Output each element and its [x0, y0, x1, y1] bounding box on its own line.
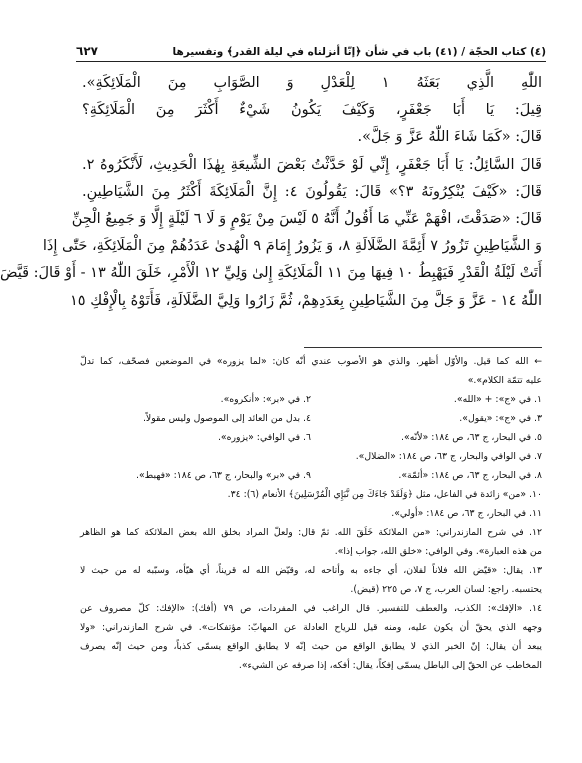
footnote: ٩. في «بر» والبحار، ج ٦٣، ص ١٨٤: «فهبط». — [136, 470, 311, 481]
footnote-divider — [304, 347, 542, 348]
footnote-line: وجهه الذي يحقّ أن يكون عليه، ومنه قيل للرياح العادلة عن المهابّ: مؤتفكات». في شرح المازندراني: «ولا — [80, 622, 542, 633]
footnote: ١٢. في شرح المازندراني: «من الملائكة خَلَقَ الله. ثمّ قال: ولعلّ المراد بخلق الله بعض الملائكة كما هو الظاهر — [80, 527, 542, 538]
footnote: ٢. في «بر»: «أنكروه». — [220, 394, 311, 405]
footnote: ٥. في البحار، ج ٦٣، ص ١٨٤: «لأنّه». — [401, 432, 542, 443]
footnote: ٨. في البحار، ج ٦٣، ص ١٨٤: «أئمّة». — [398, 470, 542, 481]
footnote-line: عليه تتمّة الكلام».» — [467, 375, 542, 386]
footnote-line: يحتسبه. راجع: لسان العرب، ج ٧، ص ٢٢٥ (قيض). — [350, 584, 542, 595]
text-line: قَالَ: «كَمَا شَاءَ اللّٰهُ عَزَّ وَ جَلَّ». — [357, 129, 542, 146]
text-line: اللّٰهُ ١٤ - عَزَّ وَ جَلَّ مِنَ الشَّيَاطِينِ بِعَدَدِهِمْ، ثُمَّ زَارُوا وَلِيَّ الضَّلَالَةِ، فَأَتَوْهُ بِالْإِفْكِ ١٥ — [70, 292, 542, 309]
page-number: ٦٢٧ — [76, 44, 98, 58]
footnote-line: المخاطب عن الحقّ إلى الباطل يسمّى إفكاً، يقال: أفكه، إذا صرفه عن الشيء». — [238, 660, 542, 671]
footnote: ١٠. «من» زائدة في الفاعل، مثل ﴿وَلَقَدْ جَاءَكَ مِن نَّبَإِي الْمُرْسَلِينَ﴾ الأنعام (٦): ٣٤. — [227, 489, 542, 500]
footnote-pair — [80, 390, 542, 409]
running-header — [76, 40, 546, 62]
footnote: ٦. في الوافي: «يزوره». — [217, 432, 311, 443]
footnotes — [80, 352, 542, 675]
hadith-text — [0, 70, 542, 315]
footnote-pair — [80, 428, 542, 447]
text-line: قَالَ: «كَيْفَ يُنْكِرُونَهُ ٣؟» قَالَ: يَقُولُونَ ٤: إِنَّ الْمَلَائِكَةَ أَكْثَرُ مِنَ الشَّيَاطِينِ. — [82, 183, 542, 200]
header-title: (٤) كتاب الحجّة / (٤١) باب في شأن ﴿إنّا أنزلناه في ليلة القدر﴾ وتفسيرها — [172, 46, 546, 58]
footnote-line: من هذه العبارة». وفي الوافي: «خلق الله، جواب إذا». — [334, 546, 542, 557]
footnote: ١٤. «الإفك»: الكذب، والعطف للتفسير. قال الراغب في المفردات، ص ٧٩ (أفك): «الإفك: كلّ مصروف عن — [80, 603, 542, 614]
footnote: ٤. بدل من العائد إلى الموصول وليس مقولاً. — [142, 413, 311, 424]
text-line: قَالَ السَّائِلُ: يَا أَبَا جَعْفَرٍ، إِنِّي لَوْ حَدَّثْتُ بَعْضَ الشِّيعَةِ بِهٰذَا الْحَدِيثِ، لَأَنْكَرُوهُ ٢. — [82, 156, 542, 173]
footnote: ١١. في البحار، ج ٦٣، ص ١٨٤: «أولي». — [391, 508, 542, 519]
text-line: قِيلَ: يَا أَبَا جَعْفَرٍ، وَكَيْفَ يَكُونُ شَيْءٌ أَكْثَرَ مِنَ الْمَلَائِكَةِ؟ — [82, 102, 542, 119]
footnote: ١٣. يقال: «قيّض الله فلاناً لفلان، أي جاءه به وأتاحه له، وقيّض الله له قريناً، أي هيّأه، وسبّبه له من حيث لا — [80, 565, 542, 576]
footnote: ٧. في الوافي والبحار، ج ٦٣، ص ١٨٤: «الضلال». — [355, 451, 542, 462]
text-line: أَتَتْ لَيْلَةُ الْقَدْرِ فَيَهْبِطُ ١٠ فِيهَا مِنَ ١١ الْمَلَائِكَةِ إِلىٰ وَلِيِّ ١٢ الْأَمْرِ، خَلَقَ اللّٰهُ ١٣ - أَوْ قَالَ: قَيَّضَ — [0, 265, 542, 282]
text-line: وَ الشَّيَاطِينِ تَزُورُ ٧ أَئِمَّةَ الضَّلَالَةِ ٨، وَ يَزُورُ إِمَامَ ٩ الْهُدىٰ عَدَدُهُمْ مِنَ الْمَلَائِكَةِ، حَتّٰى إِذَا — [42, 238, 542, 255]
text-line: اللّٰهِ الَّذِي بَعَثَهُ ١ لِلْعَدْلِ وَ الصَّوَابِ مِنَ الْمَلَائِكَةِ». — [82, 75, 542, 91]
footnote-pair — [80, 466, 542, 485]
footnote: ١. في «ج»: + «الله». — [453, 394, 542, 405]
footnote-line: ← الله كما قيل. والأوّل أظهر. والذي هو الأصوب عندي أنّه كان: «لما يزوره» في الموضعين فصحّف، كما تدلّ — [80, 356, 542, 367]
footnote-pair — [80, 409, 542, 428]
text-line: قَالَ: «صَدَقْتَ، افْهَمْ عَنِّي مَا أَقُولُ أَنَّهُ ٥ لَيْسَ مِنْ يَوْمٍ وَ لَا ٦ لَيْلَةٍ إِلَّا وَ جَمِيعُ الْجِنِّ — [71, 210, 542, 227]
footnote: ٣. في «ج»: «يقول». — [459, 413, 542, 424]
footnote-line: يبعد أن يقال: إنّ الخبر الذي لا يطابق الواقع من حيث إنّه لا يطابق الواقع يسمّى كذباً، ومن حيث إنّه يصرف — [80, 641, 542, 652]
